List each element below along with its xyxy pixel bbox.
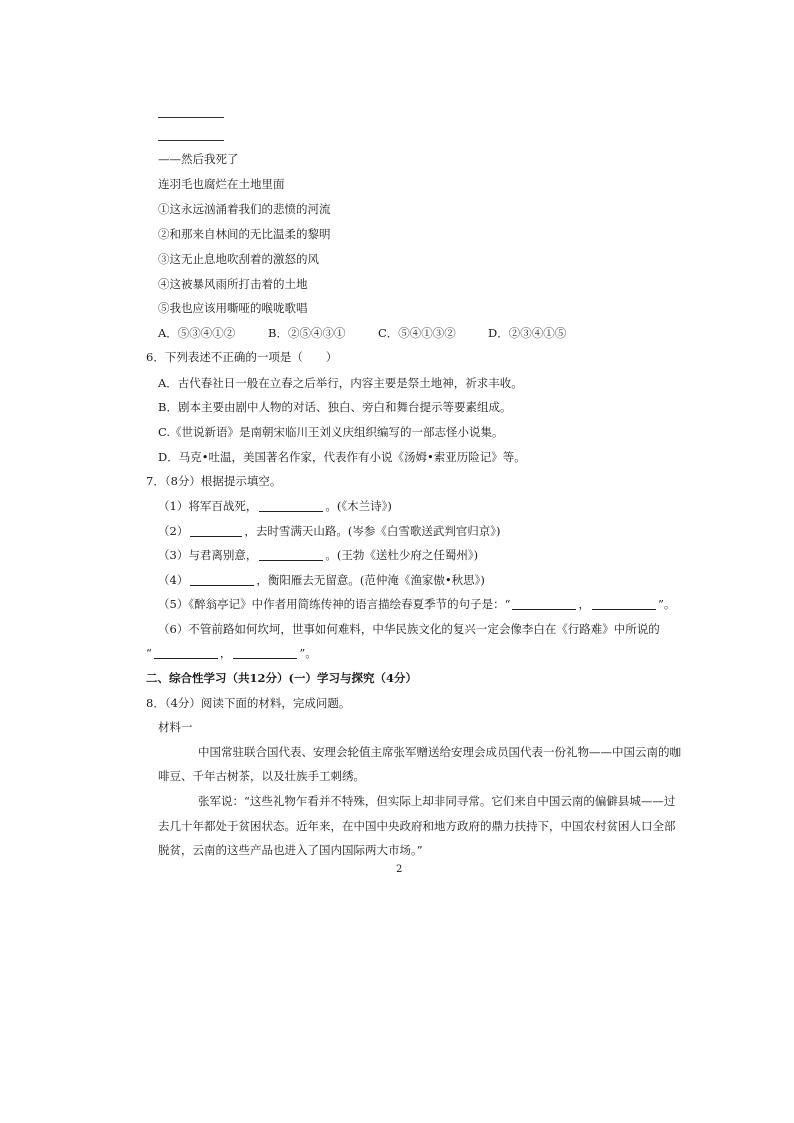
q5-options (158, 325, 566, 341)
section-2-heading: 二、综合性学习（共12分）(一）学习与探究（4分） (146, 671, 417, 685)
q7-item-text: ”。 (299, 646, 317, 660)
answer-blank[interactable] (154, 646, 218, 659)
poem-line: 连羽毛也腐烂在土地里面 (158, 177, 285, 191)
q7-item-5 (158, 596, 675, 612)
q7-item-2 (158, 523, 501, 539)
poem-line: ①这永远汹涌着我们的悲愤的河流 (158, 202, 331, 216)
q7-item-text: 。(《木兰诗》) (325, 499, 392, 513)
poem-line: ②和那来自林间的无比温柔的黎明 (158, 227, 331, 241)
page-number: 2 (396, 864, 403, 875)
q5-option-b: B．②⑤④③① (268, 326, 346, 340)
q7-item-text: ”。 (657, 597, 676, 611)
q6-option-d: D．马克•吐温，美国著名作家，代表作有小说《汤姆•索亚历险记》等。 (158, 450, 526, 464)
material-paragraph: 啡豆、千年古树茶，以及壮族手工刺绣。 (158, 769, 365, 783)
q6-stem: 6．下列表述不正确的一项是（ ） (146, 350, 338, 364)
q7-item-6-cont (146, 645, 317, 661)
poem-line: ⑤我也应该用嘶哑的喉咙歌唱 (158, 301, 308, 315)
material-paragraph: 中国常驻联合国代表、安理会轮值主席张军赠送给安理会成员国代表一份礼物——中国云南的咖 (198, 745, 681, 759)
q6-option-b: B．剧本主要由剧中人物的对话、独白、旁白和舞台提示等要素组成。 (158, 400, 512, 414)
poem-line: ③这无止息地吹刮着的激怒的风 (158, 252, 319, 266)
q7-item-text: （4） (158, 573, 189, 587)
poem-line: ——然后我死了 (158, 152, 239, 166)
answer-blank[interactable] (592, 597, 656, 610)
answer-blank[interactable] (190, 573, 254, 586)
blank-line-1 (158, 117, 224, 118)
q7-item-3 (158, 547, 478, 563)
q7-item-text: ，衡阳雁去无留意。(范仲淹《渔家傲•秋思》) (256, 573, 485, 587)
q7-item-text: （3）与君离别意， (158, 548, 258, 562)
material-label: 材料一 (158, 720, 193, 734)
q7-stem: 7．（8分）根据提示填空。 (146, 474, 282, 488)
q7-item-text: （2） (158, 524, 189, 538)
blank-line-2 (158, 140, 224, 141)
q7-item-text: ，去时雪满天山路。(岑参《白雪歌送武判官归京》) (244, 524, 501, 538)
q8-stem: 8．（4分）阅读下面的材料，完成问题。 (146, 696, 351, 710)
answer-blank[interactable] (190, 524, 242, 537)
q5-option-c: C．⑤④①③② (378, 326, 456, 340)
q7-item-1 (158, 498, 392, 514)
material-paragraph: 张军说：“这些礼物乍看并不特殊，但实际上却非同寻常。它们来自中国云南的偏僻县城——过 (198, 794, 676, 808)
q6-option-a: A．古代春社日一般在立春之后举行，内容主要是祭土地神，祈求丰收。 (158, 376, 523, 390)
q7-item-6: （6）不管前路如何坎坷，世事如何难料，中华民族文化的复兴一定会像李白在《行路难》中所说的 (158, 622, 660, 636)
q7-item-4 (158, 572, 485, 588)
q7-item-text: ， (219, 646, 232, 660)
q7-item-text: ， (578, 597, 590, 611)
q7-item-text: （1）将军百战死， (158, 499, 258, 513)
poem-line: ④这被暴风雨所打击着的土地 (158, 277, 308, 291)
q7-item-text: “ (146, 646, 152, 660)
answer-blank[interactable] (259, 548, 323, 561)
answer-blank[interactable] (512, 597, 576, 610)
answer-blank[interactable] (259, 499, 323, 512)
q7-item-text: （5）《醉翁亭记》中作者用简练传神的语言描绘春夏季节的句子是：“ (158, 597, 511, 611)
material-paragraph: 去几十年都处于贫困状态。近年来，在中国中央政府和地方政府的鼎力扶持下，中国农村贫困人口全部 (158, 819, 676, 833)
q6-option-c: C.《世说新语》是南朝宋临川王刘义庆组织编写的一部志怪小说集。 (158, 425, 504, 439)
q5-option-a: A．⑤③④①② (158, 326, 236, 340)
q7-item-text: 。(王勃《送杜少府之任蜀州》) (325, 548, 479, 562)
answer-blank[interactable] (233, 646, 297, 659)
q5-option-d: D．②③④①⑤ (488, 326, 567, 340)
material-paragraph: 脱贫，云南的这些产品也进入了国内国际两大市场。” (158, 843, 423, 857)
